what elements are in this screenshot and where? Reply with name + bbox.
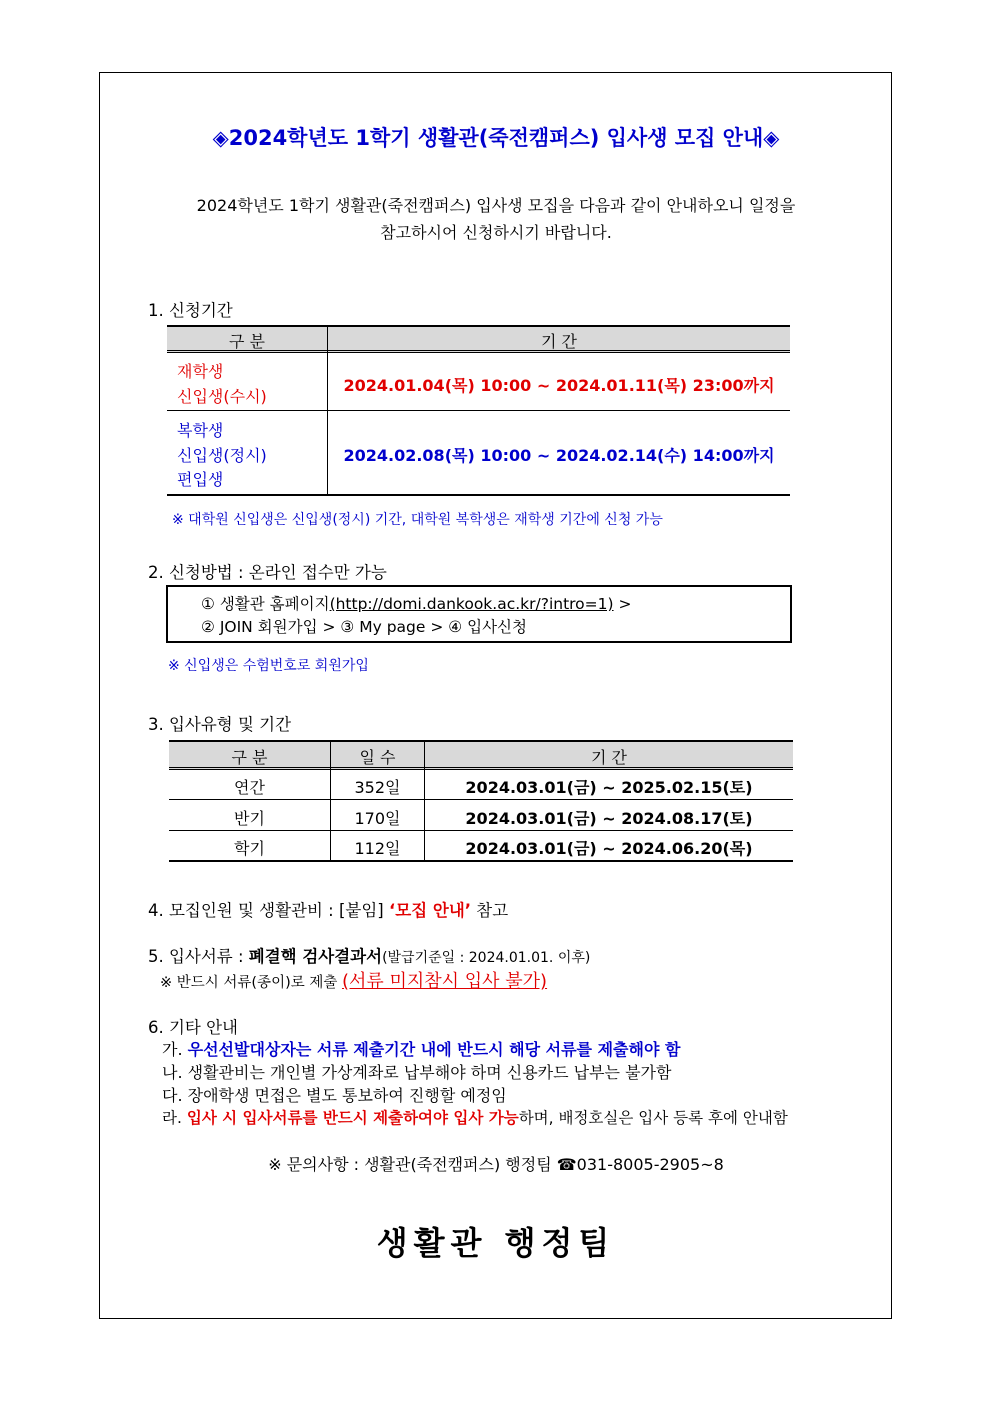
method-homepage-label: ① 생활관 홈페이지 [201, 595, 330, 613]
type-table-row-line-1 [169, 799, 793, 800]
type-row3-period: 2024.03.01(금) ~ 2024.06.20(목) [465, 839, 753, 858]
section1-heading: 1. 신청기간 [148, 301, 233, 320]
method-line-1 [201, 592, 632, 614]
section6-item-1 [162, 1037, 680, 1060]
section6-heading: 6. 기타 안내 [148, 1018, 238, 1037]
period-header-period: 기 간 [541, 332, 577, 351]
type-header-type: 구 분 [231, 748, 268, 767]
period-header-category: 구 분 [229, 332, 265, 351]
section3-heading: 3. 입사유형 및 기간 [148, 715, 292, 734]
type-row3-type: 학기 [234, 839, 265, 858]
period-row2-category-1: 복학생 [177, 421, 224, 440]
intro-line-1: 2024학년도 1학기 생활관(죽전캠퍼스) 입사생 모집을 다음과 같이 안내하오니 일정을 [196, 196, 796, 215]
section2-note: ※ 신입생은 수험번호로 회원가입 [168, 658, 369, 674]
type-table-row-line-2 [169, 830, 793, 831]
section6-item-4-text-red: 입사 시 입사서류를 반드시 제출하여야 입사 가능 [186, 1109, 519, 1127]
type-row1-type: 연간 [234, 778, 265, 797]
section6-item-1-label: 가. [162, 1040, 183, 1059]
section6-item-4 [162, 1106, 788, 1128]
section2-heading: 2. 신청방법 : 온라인 접수만 가능 [148, 563, 387, 582]
section4-prefix: 4. 모집인원 및 생활관비 : [붙임] [148, 901, 389, 920]
section4-highlight: ‘모집 안내’ [388, 901, 472, 920]
section6-item-2 [162, 1060, 671, 1083]
type-row2-type: 반기 [234, 809, 265, 828]
intro-line-2: 참고하시어 신청하시기 바랍니다. [380, 223, 612, 242]
period-row1-dates: 2024.01.04(목) 10:00 ~ 2024.01.11(목) 23:00까지 [343, 376, 775, 395]
period-row2-category-2: 신입생(정시) [177, 446, 267, 465]
section6-item-3-text: 장애학생 면접은 별도 통보하여 진행할 예정임 [187, 1086, 507, 1105]
section4-suffix: 참고 [471, 901, 509, 920]
section6-item-4-text-rest: 하며, 배정호실은 입사 등록 후에 안내함 [518, 1109, 788, 1127]
method-line-2: ② JOIN 회원가입 > ③ My page > ④ 입사신청 [201, 618, 527, 636]
section6-item-3 [162, 1083, 507, 1106]
period-row2-dates: 2024.02.08(목) 10:00 ~ 2024.02.14(수) 14:00까지 [343, 446, 775, 465]
section5-doc: 폐결핵 검사결과서 [248, 947, 383, 966]
type-header-days: 일 수 [359, 748, 396, 767]
section6-item-2-label: 나. [162, 1063, 183, 1082]
type-row2-days: 170일 [354, 809, 401, 828]
period-table-row-line [167, 410, 790, 411]
page-title: ◈2024학년도 1학기 생활관(죽전캠퍼스) 입사생 모집 안내◈ [212, 126, 780, 150]
type-header-period: 기 간 [591, 748, 627, 767]
section6-item-2-text: 생활관비는 개인별 가상계좌로 납부해야 하며 신용카드 납부는 불가함 [187, 1063, 672, 1082]
section5-note [160, 967, 547, 993]
type-row1-days: 352일 [354, 778, 401, 797]
section5-prefix: 5. 입사서류 : [148, 947, 249, 966]
period-row2-category-3: 편입생 [177, 470, 224, 489]
section5-line [148, 943, 590, 967]
type-table-bottom [169, 860, 793, 862]
type-row1-period: 2024.03.01(금) ~ 2025.02.15(토) [465, 778, 753, 797]
section4-line [148, 897, 508, 921]
type-row3-days: 112일 [354, 839, 401, 858]
section1-note: ※ 대학원 신입생은 신입생(정시) 기간, 대학원 복학생은 재학생 기간에 신청 가능 [172, 512, 663, 528]
section6-item-1-text: 우선선발대상자는 서류 제출기간 내에 반드시 해당 서류를 제출해야 함 [187, 1040, 681, 1059]
contact-line: ※ 문의사항 : 생활관(죽전캠퍼스) 행정팀 ☎031-8005-2905~8 [268, 1155, 724, 1174]
section6-item-4-label: 라. [162, 1109, 182, 1127]
type-row2-period: 2024.03.01(금) ~ 2024.08.17(토) [465, 809, 753, 828]
homepage-link[interactable]: (http://domi.dankook.ac.kr/?intro=1) [329, 595, 614, 613]
section5-note-prefix: ※ 반드시 서류(종이)로 제출 [160, 975, 342, 991]
section5-doc-note: (발급기준일 : 2024.01.01. 이후) [382, 950, 591, 966]
section6-item-3-label: 다. [162, 1086, 183, 1105]
section5-warning: (서류 미지참시 입사 불가) [341, 971, 548, 992]
period-row1-category-2: 신입생(수시) [177, 387, 267, 406]
signature: 생활관 행정팀 [376, 1224, 616, 1262]
period-table-bottom [167, 494, 790, 496]
period-row1-category-1: 재학생 [177, 362, 224, 381]
method-arrow: > [613, 595, 632, 613]
document-frame [99, 72, 892, 1319]
